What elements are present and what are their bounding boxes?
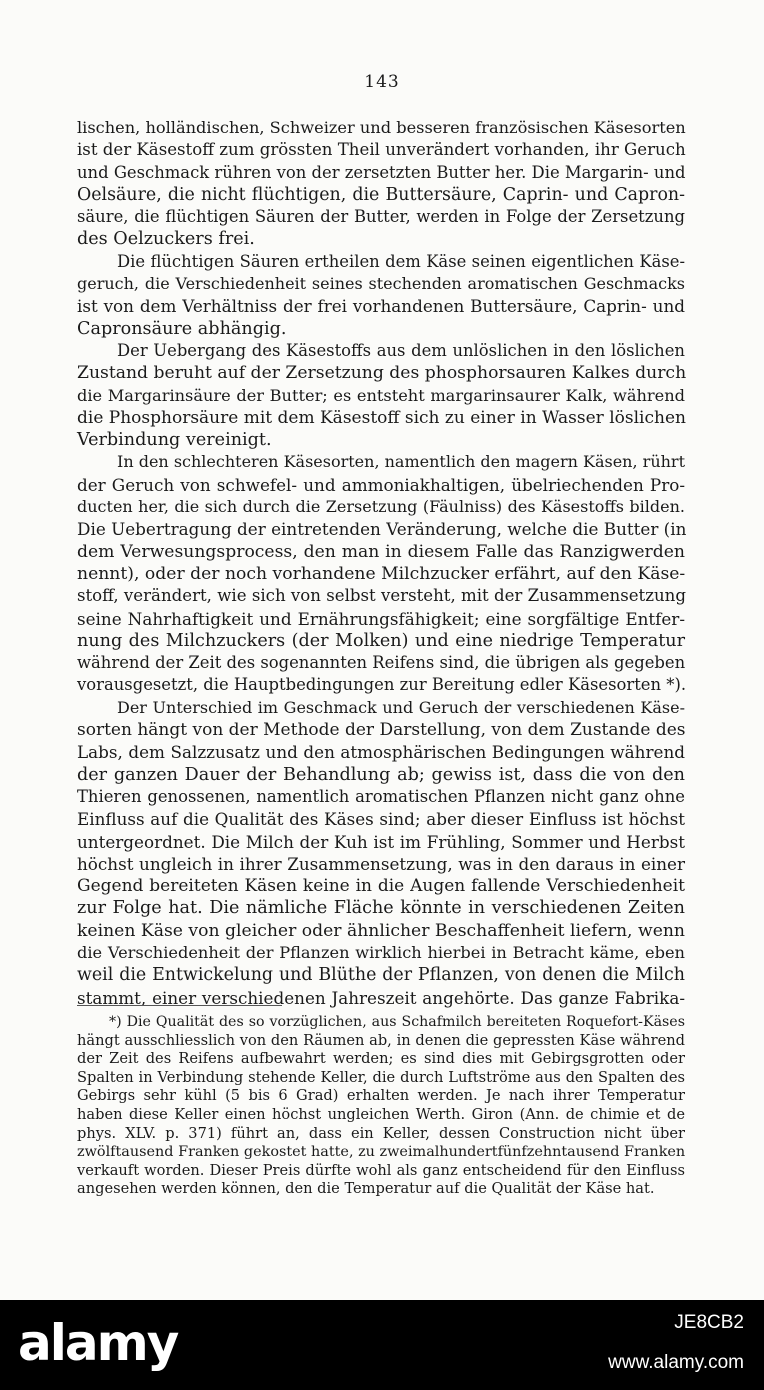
text-line: Verbindung vereinigt. [77,430,272,451]
text-line: vorausgesetzt, die Hauptbedingungen zur Bereitung edler Käsesorten *). [77,675,687,695]
text-line: ist der Käsestoff zum grössten Theil unverändert vorhanden, ihr Geruch [77,140,686,160]
footnote-line: phys. XLV. p. 371) führt an, dass ein Keller, dessen Construction nicht über [77,1124,685,1142]
page-number: 143 [364,72,400,92]
paragraph [77,117,685,251]
footnote-line: zwölftausend Franken gekostet hatte, zu zweimalhundertfünfzehntausend Franken [77,1144,686,1161]
paragraph [77,697,685,1009]
alamy-logo: alamy [18,1314,178,1372]
text-line: säure, die flüchtigen Säuren der Butter, werden in Folge der Zersetzung [77,207,685,227]
text-line: Die Uebertragung der eintretenden Veränderung, welche die Butter (in [77,519,687,540]
text-line: Labs, dem Salzzusatz und den atmosphärischen Bedingungen während [77,742,685,763]
text-line: Capronsäure abhängig. [77,318,287,339]
footnote-line: Spalten in Verbindung stehende Keller, die durch Luftströme aus den Spalten des [77,1068,685,1086]
paragraph [77,340,685,451]
text-line: Die flüchtigen Säuren ertheilen dem Käse seinen eigentlichen Käse- [117,251,685,271]
paragraph [77,251,685,340]
text-line: weil die Entwickelung und Blüthe der Pflanzen, von denen die Milch [77,965,685,986]
text-line: höchst ungleich in ihrer Zusammensetzung, was in den daraus in einer [77,853,685,874]
site-url: www.alamy.com [608,1352,744,1373]
paragraph [77,451,685,696]
text-line: die Margarinsäure der Butter; es entsteht margarinsaurer Kalk, während [77,385,685,405]
text-line: des Oelzuckers frei. [77,229,255,250]
text-line: der Geruch von schwefel- und ammoniakhaltigen, übelriechenden Pro- [77,474,685,495]
image-id: JE8CB2 [674,1312,744,1333]
text-line: untergeordnet. Die Milch der Kuh ist im Frühling, Sommer und Herbst [77,831,685,852]
footnote-line: verkauft worden. Dieser Preis dürfte wohl als ganz entscheidend für den Einfluss [77,1161,685,1179]
text-line: nung des Milchzuckers (der Molken) und eine niedrige Temperatur [77,630,685,651]
text-line: lischen, holländischen, Schweizer und besseren französischen Käsesorten [77,118,686,137]
footnote-line: Gebirgs sehr kühl (5 bis 6 Grad) erhalten werden. Je nach ihrer Temperatur [77,1087,685,1105]
text-line: Der Unterschied im Geschmack und Geruch der verschiedenen Käse- [117,697,685,717]
text-line: geruch, die Verschiedenheit seines stechenden aromatischen Geschmacks [77,274,685,294]
text-line: Oelsäure, die nicht flüchtigen, die Buttersäure, Caprin- und Capron- [77,184,685,205]
text-line: zur Folge hat. Die nämliche Fläche könnte in verschiedenen Zeiten [77,898,685,919]
text-line: der ganzen Dauer der Behandlung ab; gewiss ist, dass die von den [77,764,685,785]
text-line: Thieren genossenen, namentlich aromatischen Pflanzen nicht ganz ohne [77,786,685,806]
text-line: die Verschiedenheit der Pflanzen wirklich hierbei in Betracht käme, eben [77,942,685,962]
text-line: ist von dem Verhältniss der frei vorhandenen Buttersäure, Caprin- und [77,296,685,317]
text-line: während der Zeit des sogenannten Reifens sind, die übrigen als gegeben [77,653,686,673]
footnote-line: angesehen werden können, den die Temperatur auf die Qualität der Käse hat. [77,1180,655,1198]
text-line: Der Uebergang des Käsestoffs aus dem unlöslichen in den löslichen [117,340,685,360]
text-line: nennt), oder der noch vorhandene Milchzucker erfährt, auf den Käse- [77,563,686,584]
text-line: stoff, verändert, wie sich von selbst versteht, mit der Zusammensetzung [77,586,686,606]
text-line: dem Verwesungsprocess, den man in diesem Falle das Ranzigwerden [77,541,685,562]
footnote-line: haben diese Keller einen höchst ungleichen Werth. Giron (Ann. de chimie et de [77,1105,685,1123]
text-line: Einfluss auf die Qualität des Käses sind; aber dieser Einfluss ist höchst [77,809,685,830]
footnote-line: der Zeit des Reifens aufbewahrt werden; es sind dies mit Gebirgsgrotten oder [77,1050,685,1068]
main-text [77,117,685,1009]
stock-watermark-bar [0,1300,764,1390]
text-line: seine Nahrhaftigkeit und Ernährungsfähigkeit; eine sorgfältige Entfer- [77,608,685,629]
footnote [77,1013,685,1199]
footnote-divider [77,1005,282,1006]
text-line: Gegend bereiteten Käsen keine in die Augen fallende Verschiedenheit [77,876,685,897]
text-line: keinen Käse von gleicher oder ähnlicher Beschaffenheit liefern, wenn [77,920,685,941]
text-line: die Phosphorsäure mit dem Käsestoff sich zu einer in Wasser löslichen [77,407,686,428]
text-line: ducten her, die sich durch die Zersetzung (Fäulniss) des Käsestoffs bilden. [77,497,685,517]
text-line: sorten hängt von der Methode der Darstellung, von dem Zustande des [77,720,686,741]
footnote-line: *) Die Qualität des so vorzüglichen, aus Schafmilch bereiteten Roquefort-Käses [109,1014,685,1030]
footnote-line: hängt ausschliesslich von den Räumen ab, in denen die gepressten Käse während [77,1031,685,1049]
text-line: stammt, einer verschiedenen Jahreszeit angehörte. Das ganze Fabrika- [77,987,685,1008]
text-line: und Geschmack rühren von der zersetzten Butter her. Die Margarin- und [77,162,686,182]
text-line: In den schlechteren Käsesorten, namentlich den magern Käsen, rührt [117,452,685,472]
text-line: Zustand beruht auf der Zersetzung des phosphorsauren Kalkes durch [77,363,687,384]
